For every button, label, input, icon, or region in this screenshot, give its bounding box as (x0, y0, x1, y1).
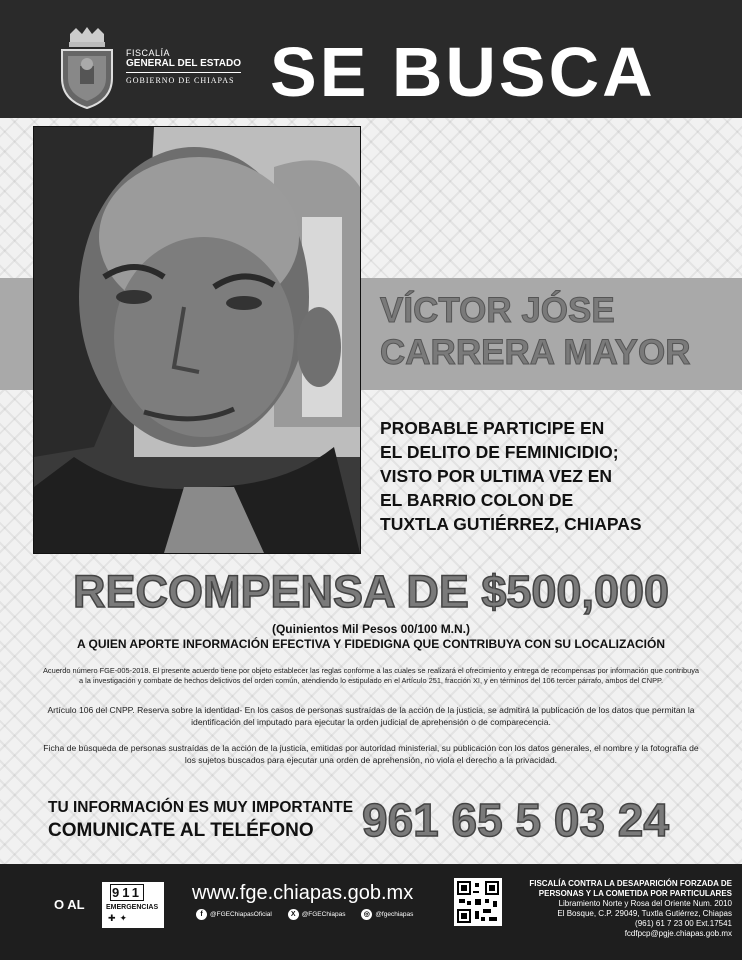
emergency-badge[interactable] (102, 882, 164, 928)
website-link[interactable]: www.fge.chiapas.gob.mx (192, 882, 414, 904)
suspect-name (380, 290, 691, 374)
office-line: (961) 61 7 23 00 Ext.17541 (635, 919, 732, 928)
name-line-1: VÍCTOR JÓSE (380, 291, 615, 330)
emergency-icons: ✚✦ (108, 914, 132, 924)
description-line: TUXTLA GUTIÉRREZ, CHIAPAS (380, 514, 642, 534)
name-line-2: CARRERA MAYOR (380, 333, 691, 372)
footer-bar (0, 864, 742, 960)
reward-title: RECOMPENSA DE $500,000 (72, 566, 670, 617)
description-line: EL BARRIO COLON DE (380, 490, 574, 510)
reward-condition: A QUIEN APORTE INFORMACIÓN EFECTIVA Y FIDEDIGNA QUE CONTRIBUYA CON SU LOCALIZACIÓN (76, 637, 666, 651)
qr-code-icon[interactable] (454, 878, 502, 926)
contact-prompt (48, 798, 353, 844)
social-links (196, 909, 427, 920)
office-info (514, 879, 732, 939)
header-bar (0, 0, 742, 118)
x-link[interactable]: X @FGEChiapas (288, 909, 346, 920)
description-line: EL DELITO DE FEMINICIDIO; (380, 442, 619, 462)
office-line: Libramiento Norte y Rosa del Oriente Num. 2010 (558, 899, 732, 908)
office-line: FISCALÍA CONTRA LA DESAPARICIÓN FORZADA DE (529, 879, 732, 888)
legal-paragraph-3: Ficha de búsqueda de personas sustraídas de la acción de la justicia, emitidas por autoridad ministerial, su publicación con los datos generales, el nombre y la fotografía de los sujetos buscados para ejecutar una orden de aprehensión, no viola el derecho a la privacidad. (43, 743, 699, 765)
instagram-icon: ◎ (361, 909, 372, 920)
instagram-link[interactable]: ◎ @fgechiapas (361, 909, 413, 920)
agency-line-3: GOBIERNO DE CHIAPAS (126, 72, 241, 85)
phone-number[interactable]: 961 65 5 03 24 (362, 794, 669, 846)
description-line: VISTO POR ULTIMA VEZ EN (380, 466, 613, 486)
emergency-label: EMERGENCIAS (106, 904, 159, 911)
suspect-description (380, 416, 642, 536)
legal-paragraph-1: Acuerdo número FGE-005-2018. El presente acuerdo tiene por objeto establecer las reglas conforme a las cuales se realizará el ofrecimiento y entrega de recompensas por información que contribuya a la investigación y combate de hechos delictivos del orden común, atendiendo lo estipulado en el Artículo 251, fracción XI, y en términos del 106 tercer párrafo, ambos del CNPP. (42, 666, 700, 685)
emergency-number: 911 (112, 885, 142, 900)
agency-line-2: GENERAL DEL ESTADO (126, 58, 242, 69)
office-line: El Bosque, C.P. 29049, Tuxtla Gutiérrez, Chiapas (557, 909, 732, 918)
agency-name (126, 48, 241, 85)
description-line: PROBABLE PARTICIPE EN (380, 418, 605, 438)
office-email[interactable]: fcdfpcp@pgje.chiapas.gob.mx (624, 929, 732, 938)
contact-line-2: COMUNICATE AL TELÉFONO (48, 820, 314, 841)
headline: SE BUSCA (270, 33, 656, 111)
reward-amount-words: (Quinientos Mil Pesos 00/100 M.N.) (271, 622, 471, 636)
state-seal-icon (58, 26, 116, 110)
legal-paragraph-2: Artículo 106 del CNPP. Reserva sobre la identidad- En los casos de personas sustraídas de la acción de la justicia, se admitirá la publicación de los datos que permitan la identificación del imputado para ejecutar la orden judicial de aprehensión o de comparecencia. (47, 705, 695, 727)
suspect-photo (33, 126, 361, 554)
agency-line-1: FISCALÍA (126, 48, 171, 58)
x-icon: X (288, 909, 299, 920)
facebook-link[interactable]: f @FGEChiapasOficial (196, 909, 272, 920)
office-line: PERSONAS Y LA COMETIDA POR PARTICULARES (538, 889, 732, 898)
or-label: O AL (54, 897, 85, 912)
contact-line-1: TU INFORMACIÓN ES MUY IMPORTANTE (48, 799, 354, 816)
reward-details (0, 622, 742, 652)
facebook-icon: f (196, 909, 207, 920)
